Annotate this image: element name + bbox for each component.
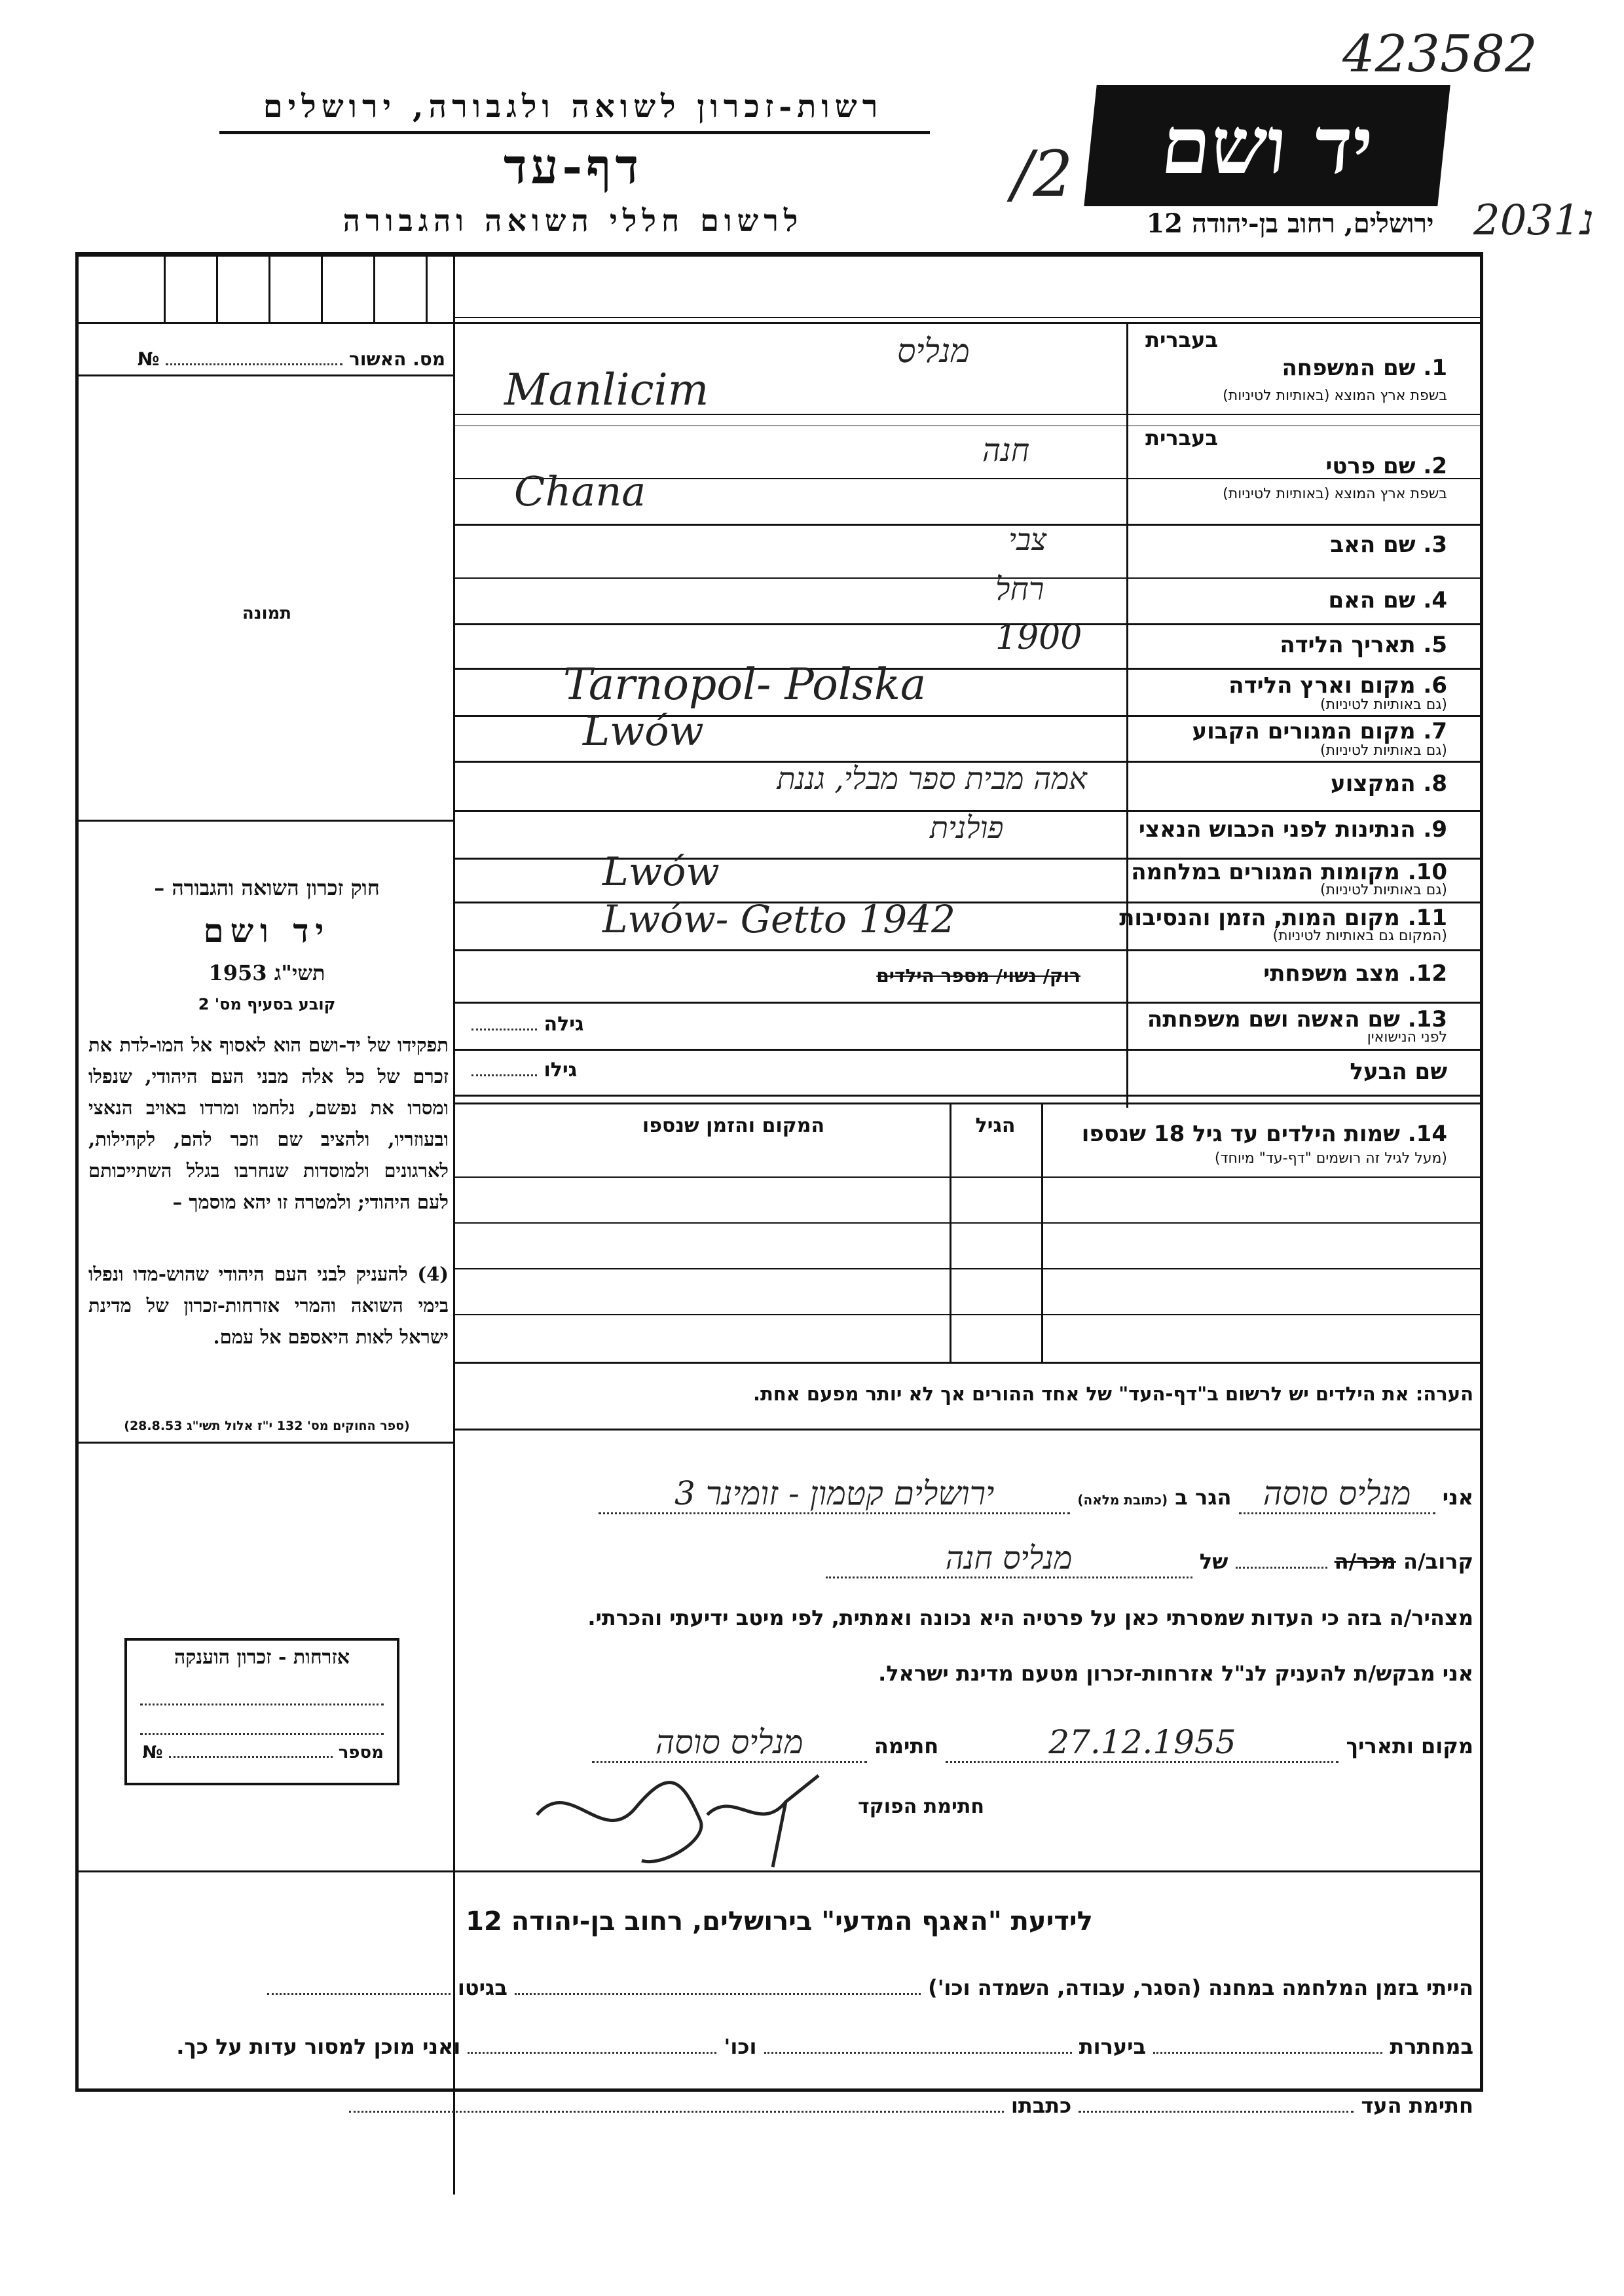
page-mark: /2 xyxy=(1012,137,1073,211)
archive-number: 423582 xyxy=(1342,25,1538,84)
husband-age-label: גילו xyxy=(471,1059,577,1082)
official-signature xyxy=(511,1736,851,1880)
children-col-place: המקום והזמן שנספו xyxy=(642,1114,825,1137)
field-11-label: 11. מקום המות, הזמן והנסיבות xyxy=(1119,905,1447,931)
law-name: יד ושם xyxy=(203,911,331,950)
side-number: 2031נ xyxy=(1473,196,1594,245)
law-year: תשי"ג 1953 xyxy=(208,960,325,985)
declaration-statement: מצהיר/ה בזה כי העדות שמסרתי כאן על פרטיה היא נכונה ואמתית, לפי מיטב ידיעתי והכרתי. xyxy=(587,1605,1473,1630)
field-12-label: 12. מצב משפחתי xyxy=(1263,960,1447,987)
form-frame xyxy=(75,252,1483,2118)
declaration-request: אני מבקש/ת להעניק לנ"ל אזרחות-זכרון מטעם מדינת ישראל. xyxy=(878,1661,1473,1686)
form-title: דף-עד xyxy=(503,139,643,195)
address: ירושלים, רחוב בן-יהודה 12 xyxy=(1146,208,1434,239)
yad-vashem-logo: יד ושם xyxy=(1084,85,1450,206)
field-1-hebrew-tag: בעברית xyxy=(1145,327,1218,352)
field-1-value-hebrew: מנליס xyxy=(897,332,970,370)
field-11-value: Lwów- Getto 1942 xyxy=(602,897,955,941)
declaration-place-date: מקום ותאריך 27.12.1955 חתימה מנליס סוסה xyxy=(471,1723,1473,1763)
field-2-label: 2. שם פרטי xyxy=(1325,453,1447,479)
field-8-value: אמה מבית ספר מבלי, גננת xyxy=(777,761,1087,796)
field-14-sub: (מעל לגיל זה רושמים "דף-עד" מיוחד) xyxy=(1214,1150,1447,1167)
field-13-label: 13. שם האשה ושם משפחתה xyxy=(1147,1006,1447,1032)
law-text-2: (4) להעניק לבני העם היהודי שהוש-מדו ונפלו בימי השואה והמרי אזרחות-זכרון של מדינת ישראל לאות היאספם אל עמם. xyxy=(88,1263,449,1348)
footer-line-3: חתימת העד כתבתו xyxy=(92,2093,1473,2118)
field-4-value: רחל xyxy=(995,571,1044,608)
authority-line: רשות-זכרון לשואה ולגבורה, ירושלים xyxy=(263,88,883,125)
law-source: (ספר החוקים מס' 132 י"ז אלול תשי"ג 28.8.53) xyxy=(124,1419,410,1433)
field-6-value: Tarnopol- Polska xyxy=(563,659,927,710)
field-2-hebrew-tag: בעברית xyxy=(1145,426,1218,450)
field-1-sub: בשפת ארץ המוצא (באותיות לטיניות) xyxy=(1223,388,1447,404)
form-note: הערה: את הילדים יש לרשום ב"דף-העד" של אחד ההורים אך לא יותר מפעם אחת. xyxy=(752,1383,1473,1405)
field-3-value: צבי xyxy=(1008,522,1047,557)
declaration-line-1: אני מנליס סוסה הגר ב (כתובת מלאה) ירושלים קטמון - זומינר 3 xyxy=(471,1474,1473,1514)
field-7-value: Lwów xyxy=(583,707,704,755)
field-1-value-latin: Manlicim xyxy=(504,365,709,415)
memorial-citizenship-box: אזרחות - זכרון הוענקה מספר № xyxy=(124,1638,399,1785)
field-2-value-latin: Chana xyxy=(514,467,646,515)
field-13-sub: לפני הנישואין xyxy=(1367,1029,1447,1046)
field-7-sub: (גם באותיות לטיניות) xyxy=(1320,742,1447,759)
footer-heading: לידיעת "האגף המדעי" בירושלים, רחוב בן-יהודה 12 xyxy=(466,1906,1093,1937)
field-14-label: 14. שמות הילדים עד גיל 18 שנספו xyxy=(1081,1121,1447,1147)
field-3-label: 3. שם האב xyxy=(1330,532,1447,558)
official-signature-label: חתימת הפוקד xyxy=(858,1795,984,1818)
field-12-options: רוק/ נשוי/ מספר הילדים xyxy=(876,965,1080,987)
field-8-label: 8. המקצוע xyxy=(1331,771,1447,797)
field-10-value: Lwów xyxy=(602,849,720,895)
field-4-label: 4. שם האם xyxy=(1328,587,1447,613)
husband-label: שם הבעל xyxy=(1350,1059,1447,1085)
field-2-value-hebrew: חנה xyxy=(982,432,1030,469)
wife-age-label: גילה xyxy=(471,1013,583,1036)
declaration-line-2: קרוב/ה מכר/ה של מנליס חנה xyxy=(471,1540,1473,1578)
field-6-sub: (גם באותיות לטיניות) xyxy=(1320,697,1447,713)
approval-number: מס. האשור № xyxy=(137,348,445,370)
field-6-label: 6. מקום וארץ הלידה xyxy=(1228,672,1447,699)
field-9-value: פולנית xyxy=(930,810,1004,845)
photo-label: תמונה xyxy=(242,604,292,623)
field-11-sub: (המקום גם באותיות לטיניות) xyxy=(1272,928,1447,944)
children-col-age: הגיל xyxy=(975,1114,1016,1137)
footer-line-1: הייתי בזמן המלחמה במחנה (הסגר, עבודה, השמדה וכו') בגיטו xyxy=(92,1975,1473,2000)
law-title: חוק זכרון השואה והגבורה – xyxy=(154,875,380,900)
law-text-1: תפקידו של יד-ושם הוא לאסוף אל המו-לדת את זכרם של כל אלה מבני העם היהודי, שנפלו ומסרו את נפשם, נלחמו ומרדו באויב הנאצי ובעוזריו, ולהציב שם וזכר להם, לקהילות, לארגונים ולמוסדות שנחרבו בגלל השתייכותם לעם היהודי; ולמטרה זו יהא מוסמך – xyxy=(88,1034,449,1213)
field-9-label: 9. הנתינות לפני הכבוש הנאצי xyxy=(1138,816,1447,843)
field-1-label: 1. שם המשפחה xyxy=(1282,355,1447,381)
form-subtitle: לרשום חללי השואה והגבורה xyxy=(342,203,803,238)
field-10-label: 10. מקומות המגורים במלחמה xyxy=(1131,859,1447,885)
field-10-sub: (גם באותיות לטיניות) xyxy=(1320,882,1447,898)
law-clause: קובע בסעיף מס' 2 xyxy=(198,995,336,1013)
field-2-sub: בשפת ארץ המוצא (באותיות לטיניות) xyxy=(1223,486,1447,502)
field-5-label: 5. תאריך הלידה xyxy=(1280,632,1447,658)
field-5-value: 1900 xyxy=(995,618,1082,657)
field-7-label: 7. מקום המגורים הקבוע xyxy=(1192,718,1447,744)
footer-line-2: במחתרת ביערות וכו' ואני מוכן למסור עדות על כך. xyxy=(176,2034,1473,2059)
